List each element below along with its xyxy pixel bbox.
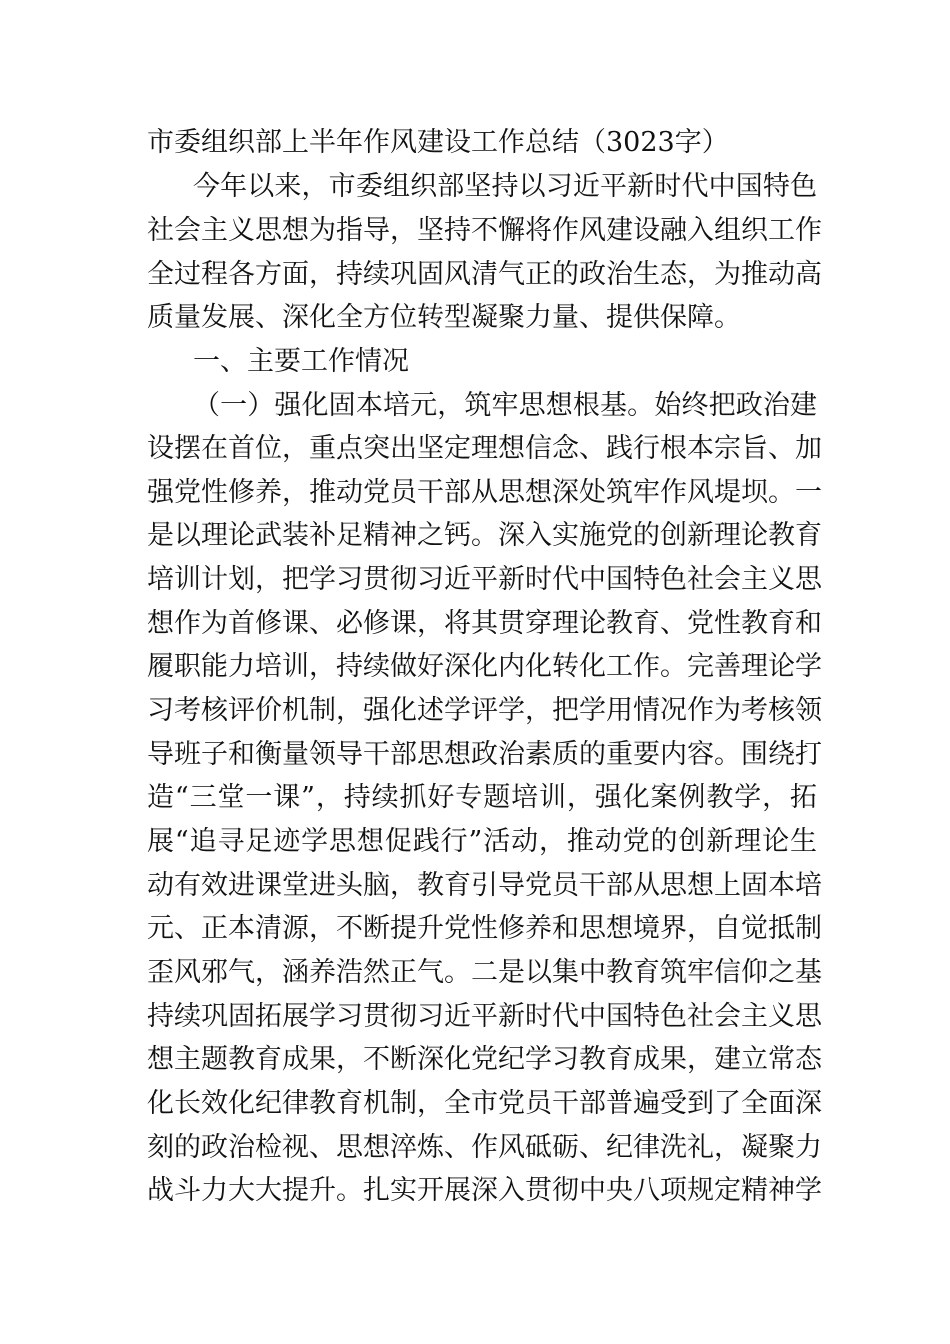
body-line-15: 持续巩固拓展学习贯彻习近平新时代中国特色社会主义思: [147, 1001, 822, 1032]
body-line-5: 培训计划，把学习贯彻习近平新时代中国特色社会主义思: [147, 564, 822, 595]
body-line-19: 战斗力大大提升。扎实开展深入贯彻中央八项规定精神学: [147, 1175, 822, 1206]
body-line-10: 造“三堂一课”，持续抓好专题培训，强化案例教学，拓: [147, 782, 817, 813]
body-line-8: 习考核评价机制，强化述学评学，把学用情况作为考核领: [147, 695, 822, 726]
body-line-2: 设摆在首位，重点突出坚定理想信念、践行根本宗旨、加: [147, 433, 822, 464]
body-line-12: 动有效进课堂进头脑，教育引导党员干部从思想上固本培: [147, 870, 822, 901]
body-line-14: 歪风邪气，涵养浩然正气。二是以集中教育筑牢信仰之基: [147, 957, 822, 988]
document-title: 市委组织部上半年作风建设工作总结（3023字）: [147, 127, 729, 158]
section-heading: 一、主要工作情况: [193, 346, 409, 377]
body-line-7: 履职能力培训，持续做好深化内化转化工作。完善理论学: [147, 651, 822, 682]
body-line-9: 导班子和衡量领导干部思想政治素质的重要内容。围绕打: [147, 739, 822, 770]
intro-line-2: 社会主义思想为指导，坚持不懈将作风建设融入组织工作: [147, 215, 822, 246]
body-line-16: 想主题教育成果，不断深化党纪学习教育成果，建立常态: [147, 1044, 822, 1075]
intro-line-1: 今年以来，市委组织部坚持以习近平新时代中国特色: [193, 171, 817, 202]
body-line-18: 刻的政治检视、思想淬炼、作风砥砺、纪律洗礼，凝聚力: [147, 1132, 822, 1163]
intro-line-4: 质量发展、深化全方位转型凝聚力量、提供保障。: [147, 302, 741, 333]
body-line-11: 展“追寻足迹学思想促践行”活动，推动党的创新理论生: [147, 826, 817, 857]
body-line-1: （一）强化固本培元，筑牢思想根基。始终把政治建: [193, 390, 817, 421]
body-line-17: 化长效化纪律教育机制，全市党员干部普遍受到了全面深: [147, 1088, 822, 1119]
intro-line-3: 全过程各方面，持续巩固风清气正的政治生态，为推动高: [147, 259, 822, 290]
body-line-6: 想作为首修课、必修课，将其贯穿理论教育、党性教育和: [147, 608, 822, 639]
body-line-3: 强党性修养，推动党员干部从思想深处筑牢作风堤坝。一: [147, 477, 822, 508]
body-line-13: 元、正本清源，不断提升党性修养和思想境界，自觉抵制: [147, 913, 822, 944]
body-line-4: 是以理论武装补足精神之钙。深入实施党的创新理论教育: [147, 520, 822, 551]
